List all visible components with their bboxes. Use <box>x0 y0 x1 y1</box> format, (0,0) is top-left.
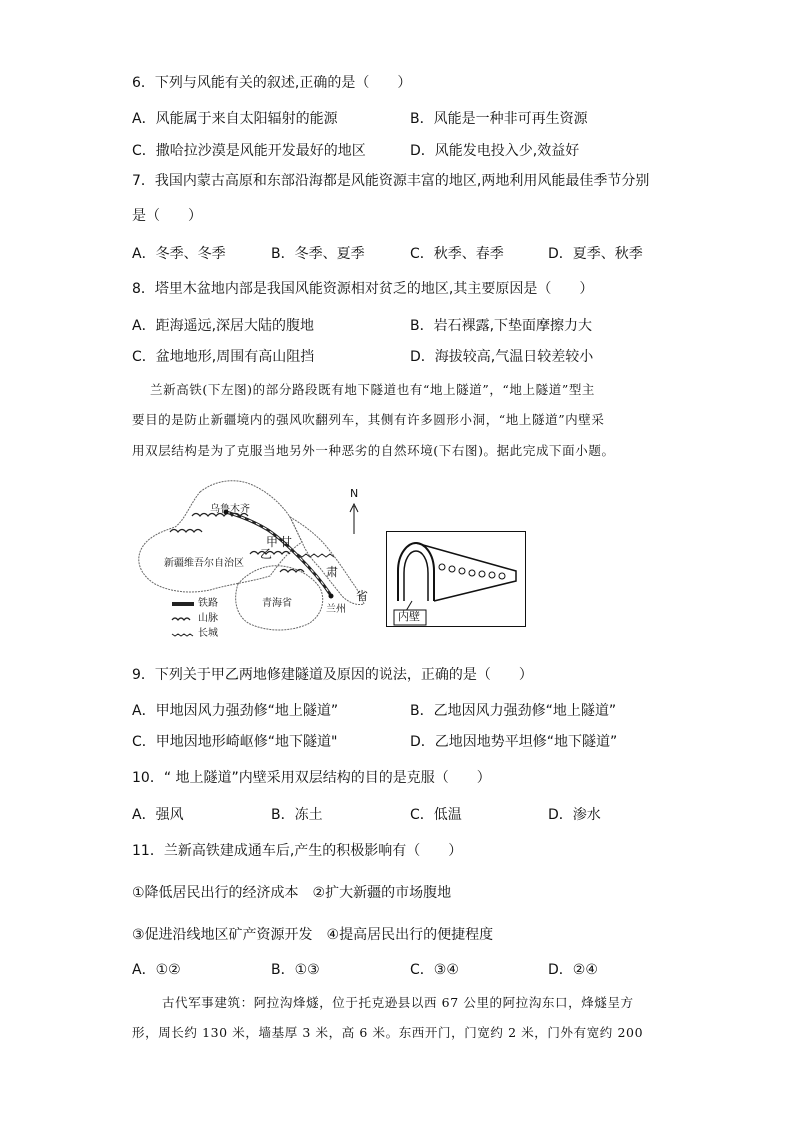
q11-stem: 11．兰新高铁建成通车后,产生的积极影响有（ ） <box>132 843 463 859</box>
q8-option-c: C．盆地地形,周围有高山阻挡 <box>132 349 315 365</box>
passage2-line1: 古代军事建筑：阿拉沟烽燧，位于托克逊县以西 67 公里的阿拉沟东口，烽燧呈方 <box>162 995 634 1010</box>
label-gan: 甘 <box>280 535 293 549</box>
passage1-line2: 要目的是防止新疆境内的强风吹翻列车，其侧有许多圆形小洞，“地上隧道”内壁采 <box>132 412 605 427</box>
q8-option-a: A．距海遥远,深居大陆的腹地 <box>132 318 315 334</box>
legend-mountain-symbol <box>172 618 190 620</box>
q9-stem: 9．下列关于甲乙两地修建隧道及原因的说法，正确的是（ ） <box>132 667 533 683</box>
q10-option-b: B．冻土 <box>271 807 323 823</box>
tunnel-hole-5 <box>479 571 485 577</box>
lanzhou-dot <box>329 594 334 599</box>
q11-items-line2: ③促进沿线地区矿产资源开发 ④提高居民出行的便捷程度 <box>132 927 494 943</box>
q9-option-b: B．乙地因风力强劲修“地上隧道” <box>410 703 617 719</box>
label-jia: 甲 <box>266 535 279 549</box>
q6-option-a: A．风能属于来自太阳辐射的能源 <box>132 111 338 127</box>
legend-mountain-label: 山脉 <box>198 613 218 624</box>
q7-stem-line2: 是（ ） <box>132 208 202 224</box>
passage1-line1: 兰新高铁(下左图)的部分路段既有地下隧道也有“地上隧道”，“地上隧道”型主 <box>150 382 596 397</box>
q10-option-d: D．渗水 <box>548 807 601 823</box>
legend-wall-label: 长城 <box>198 628 218 639</box>
q10-stem: 10．“ 地上隧道”内壁采用双层结构的目的是克服（ ） <box>132 770 491 786</box>
q7-option-a: A．冬季、冬季 <box>132 246 226 262</box>
q11-option-c: C．③④ <box>410 962 459 978</box>
q9-option-c: C．甲地因地形崎岖修“地下隧道" <box>132 734 338 750</box>
q7-option-c: C．秋季、春季 <box>410 246 504 262</box>
label-su: 肃 <box>326 565 339 579</box>
q11-option-d: D．②④ <box>548 962 598 978</box>
route-map <box>130 472 380 642</box>
q9-option-a: A．甲地因风力强劲修“地上隧道” <box>132 703 339 719</box>
tunnel-hole-3 <box>459 568 465 574</box>
passage1-line3: 用双层结构是为了克服当地另外一种恶劣的自然环境(下右图)。据此完成下面小题。 <box>132 443 615 458</box>
q10-option-c: C．低温 <box>410 807 462 823</box>
mountain-range-4 <box>280 570 304 573</box>
q11-items-line1: ①降低居民出行的经济成本 ②扩大新疆的市场腹地 <box>132 885 452 901</box>
tunnel-hole-7 <box>499 573 505 579</box>
label-lanzhou: 兰州 <box>326 604 346 615</box>
route-map-graphic <box>130 472 380 642</box>
tunnel-inner-wall-label: 内壁 <box>398 610 420 623</box>
q9-option-d: D．乙地因地势平坦修“地下隧道” <box>410 734 618 750</box>
q6-option-b: B．风能是一种非可再生资源 <box>410 111 588 127</box>
q7-option-d: D．夏季、秋季 <box>548 246 643 262</box>
legend-railway-label: 铁路 <box>198 598 218 609</box>
label-north: N <box>350 487 359 500</box>
label-urumqi: 乌鲁木齐 <box>210 504 250 515</box>
passage2-line2: 形，周长约 130 米，墙基厚 3 米，高 6 米。东西开门，门宽约 2 米，门外有宽约 200 <box>132 1025 644 1040</box>
q7-stem-line1: 7．我国内蒙古高原和东部沿海都是风能资源丰富的地区,两地利用风能最佳季节分别 <box>132 173 650 189</box>
q8-option-d: D．海拔较高,气温日较差较小 <box>410 349 594 365</box>
q6-stem: 6．下列与风能有关的叙述,正确的是（ ） <box>132 75 412 91</box>
legend-wall-symbol <box>172 634 193 636</box>
tunnel-hole-2 <box>449 566 455 572</box>
q7-option-b: B．冬季、夏季 <box>271 246 365 262</box>
q11-option-b: B．①③ <box>271 962 320 978</box>
q8-option-b: B．岩石裸露,下垫面摩擦力大 <box>410 318 593 334</box>
great-wall-line <box>298 554 334 557</box>
mountain-range-2 <box>170 530 202 533</box>
q6-option-c: C．撒哈拉沙漠是风能开发最好的地区 <box>132 143 366 159</box>
q6-option-d: D．风能发电投入少,效益好 <box>410 143 580 159</box>
label-sheng: 省 <box>356 589 369 603</box>
q11-option-a: A．①② <box>132 962 181 978</box>
tunnel-hole-1 <box>439 564 445 570</box>
label-xinjiang: 新疆维吾尔自治区 <box>164 558 244 569</box>
tunnel-hole-4 <box>469 570 475 576</box>
label-qinghai: 青海省 <box>262 598 292 609</box>
q10-option-a: A．强风 <box>132 807 184 823</box>
label-yi: 乙 <box>260 547 273 561</box>
railway-line <box>226 512 330 594</box>
tunnel-hole-6 <box>489 572 495 578</box>
legend-railway-symbol <box>172 602 194 606</box>
q8-stem: 8．塔里木盆地内部是我国风能资源相对贫乏的地区,其主要原因是（ ） <box>132 281 594 297</box>
tunnel-diagram <box>386 531 526 627</box>
